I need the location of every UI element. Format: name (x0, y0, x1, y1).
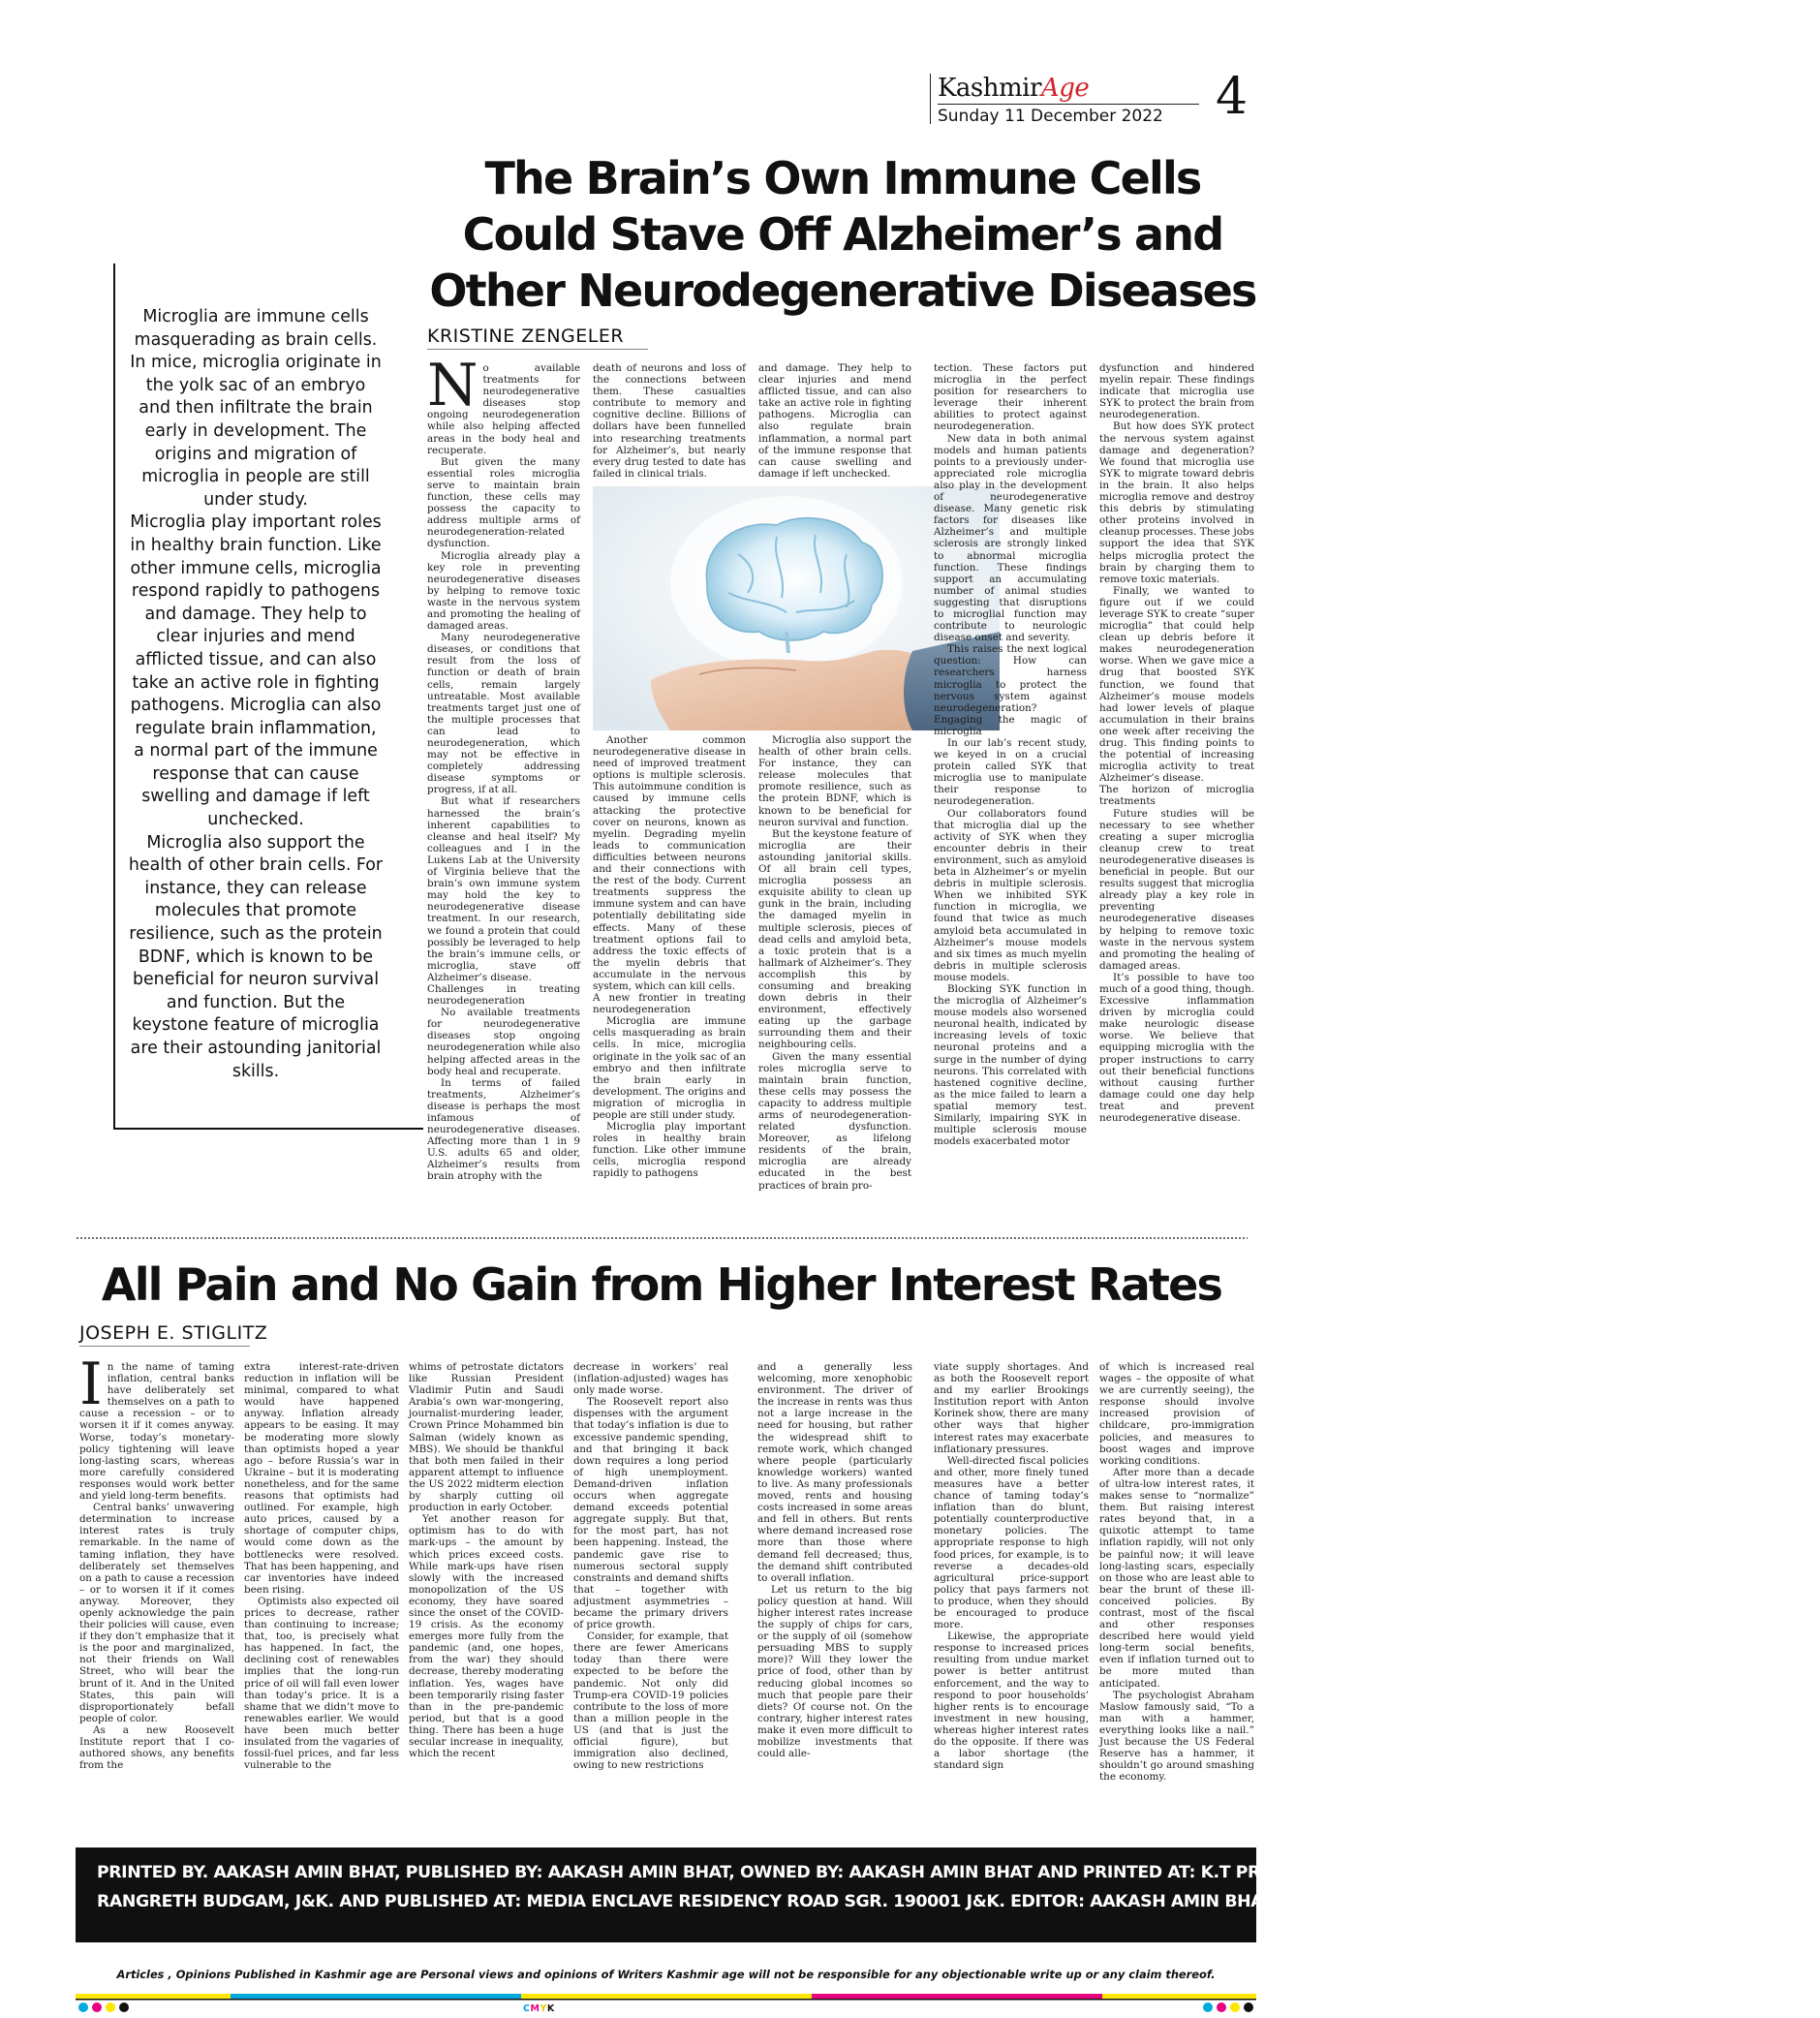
cmyk-letter: K (546, 2003, 555, 2014)
pull-quote-paragraph: Microglia are immune cells masquerading as brain cells. In mice, microglia originate in the yolk sac of an embryo and then infiltrate the brain early in development. The origins and migration of microglia in people are still under study. (130, 307, 382, 510)
article-paragraph: Consider, for example, that there are fewer Americans today than there were expected to be before the pandemic. Not only did Trump-era COVID-19 policies contribute to the loss of more than a million people in the US (and that is just the official figure), but immigration also declined, owing to new restrictions (573, 1630, 728, 1772)
article1-column-2-top (593, 362, 746, 482)
imprint-line: PRINTED BY. AAKASH AMIN BHAT, PUBLISHED BY: AAKASH AMIN BHAT, OWNED BY: AAKASH AMIN BHAT AND PRINTED AT: K.T PRESS PVT. LTD.120- ELECTRONIC COMPLEX INDUSTRIAL ESTATE (97, 1863, 1820, 1882)
registration-dot-magenta (1217, 2002, 1226, 2012)
article2-column-1 (79, 1351, 234, 1838)
article-paragraph: But given the many essential roles microglia serve to maintain brain function, these cells may possess the capacity to address multiple arms of neurodegeneration-related dysfunction. (427, 455, 580, 550)
article-paragraph: Microglia play important roles in healthy brain function. Like other immune cells, microglia respond rapidly to pathogens (593, 1121, 746, 1180)
article-paragraph: This raises the next logical question: How can researchers harness microglia to protect the nervous system against neurodegeneration? (934, 643, 1087, 714)
article1-column-4 (934, 362, 1087, 1239)
article-paragraph: and a generally less welcoming, more xenophobic environment. The driver of the increase in rents was thus not a large increase in the need for housing, but rather the widespread shift to remote work, which changed where people (particularly knowledge workers) wanted to live. As many professionals moved, rents and housing costs increased in some areas and fell in others. But rents where demand increased rose more than those where demand fell decreased; thus, the demand shift contributed to overall inflation. (757, 1361, 912, 1584)
pull-quote-rule-horizontal (113, 1128, 423, 1130)
paragraph-text: n the name of taming inflation, central banks have deliberately set themselves on a path to cause a recession – or to worsen it if it comes anyway. Worse, today’s monetary-policy tightening will leave long-lasting scars, whereas more carefully considered responses would work better and yield long-term benefits. (79, 1361, 234, 1503)
cmyk-letter: C (523, 2003, 531, 2014)
pull-quote-rule-vertical (113, 264, 115, 1129)
article1-column-5 (1099, 362, 1254, 1239)
article-paragraph: Microglia already play a key role in preventing neurodegenerative diseases by helping to remove toxic waste in the nervous system and promoting the healing of damaged areas. (427, 549, 580, 633)
article-paragraph: In terms of failed treatments, Alzheimer’s disease is perhaps the most infamous of neurodegenerative diseases. Affecting more than 1 in 9 U.S. adults 65 and older, Alzheimer’s results from brain atrophy with the (427, 1076, 580, 1183)
registration-line (76, 1999, 1256, 2001)
imprint-bar (76, 1847, 1820, 1942)
drop-cap: N (427, 352, 478, 419)
article1-column-3-top (758, 362, 911, 482)
article2-column-6 (934, 1361, 1089, 1838)
registration-stripe-magenta (812, 1994, 1102, 1999)
registration-dot-black (119, 2002, 129, 2012)
article-paragraph: and damage. They help to clear injuries and mend afflicted tissue, and can also take an active role in fighting pathogens. Microglia can also regulate brain inflammation, a normal part of the immune response that can cause swelling and damage if left unchecked. (758, 362, 911, 480)
page-number: 4 (1216, 68, 1249, 126)
masthead-divider (930, 74, 931, 124)
article-paragraph: It’s possible to have too much of a good thing, though. Excessive inflammation driven by microglia could make neurologic disease worse. We believe that equipping microglia with the proper instructions to carry out their beneficial functions without causing further damage could one day help treat and prevent neurodegenerative disease. (1099, 971, 1254, 1124)
subheading: The horizon of microglia treatments (1099, 784, 1254, 808)
article2-column-7 (1099, 1361, 1254, 1838)
article-paragraph: Central banks’ unwavering determination to increase interest rates is truly remarkable. In the name of taming inflation, they have deliberately set themselves on a path to cause a recession – or to worsen it if it comes anyway. Moreover, they openly acknowledge the pain their policies will cause, even if they don’t emphasize that it is the poor and marginalized, not their friends on Wall Street, who will bear the brunt of it. And in the United States, this pain will disproportionately befall people of color. (79, 1502, 234, 1724)
registration-dot-black (1244, 2002, 1253, 2012)
registration-stripe-cyan (231, 1994, 521, 1999)
article-paragraph: In our lab’s recent study, we keyed in on a crucial protein called SYK that microglia use to manipulate their response to neurodegeneration. (934, 737, 1087, 808)
registration-dot-cyan (1203, 2002, 1213, 2012)
imprint-line: RANGRETH BUDGAM, J&K. AND PUBLISHED AT: MEDIA ENCLAVE RESIDENCY ROAD SGR. 190001 J&K. EDITOR: AAKASH AMIN BHAT, JKENG/2006/23952 (97, 1892, 1452, 1911)
article-paragraph: Optimists also expected oil prices to decrease, rather than continuing to increase; that, too, is precisely what has happened. In fact, the declining cost of renewables implies that the long-run price of oil will fall even lower than today’s price. It is a shame that we didn’t move to renewables earlier. We would have been much better insulated from the vagaries of fossil-fuel prices, and far less vulnerable to the (244, 1595, 399, 1772)
article-paragraph: But how does SYK protect the nervous system against damage and degeneration? We found that microglia use SYK to migrate toward debris in the brain. It also helps microglia remove and destroy this debris by stimulating other proteins involved in cleanup processes. These jobs support the idea that SYK helps microglia protect the brain by charging them to remove toxic materials. (1099, 420, 1254, 585)
subheading: Challenges in treating neurodegeneration (427, 982, 580, 1008)
byline-rule (79, 1346, 250, 1347)
masthead (930, 68, 1249, 130)
article-paragraph: Future studies will be necessary to see whether creating a super microglia cleanup crew to treat neurodegenerative diseases is beneficial in people. But our results suggest that microglia already play a key role in preventing neurodegenerative diseases by helping to remove toxic waste in the nervous system and promoting the healing of damaged areas. (1099, 807, 1254, 972)
article-paragraph: But what if researchers harnessed the brain’s inherent capabilities to cleanse and heal itself? My colleagues and I in the Lukens Lab at the University of Virginia believe that the brain’s own immune system may hold the key to neurodegenerative disease treatment. In our research, we found a protein that could possibly be leveraged to help the brain’s immune cells, or microglia, stave off Alzheimer’s disease. (427, 795, 580, 983)
brain-shape (706, 518, 882, 640)
article-paragraph: The Roosevelt report also dispenses with the argument that today’s inflation is due to excessive pandemic spending, and that bringing it back down requires a long period of high unemployment. Demand-driven inflation occurs when aggregate demand exceeds potential aggregate supply. But that, for the most part, has not been happening. Instead, the pandemic gave rise to numerous sectoral supply constraints and demand shifts that – together with adjustment asymmetries – became the primary drivers of price growth. (573, 1396, 728, 1631)
article-paragraph: Microglia also support the health of other brain cells. For instance, they can release molecules that promote resilience, such as the protein BDNF, which is known to be beneficial for neuron survival and function. (758, 734, 911, 828)
cmyk-label (523, 2003, 555, 2014)
article-paragraph: The psychologist Abraham Maslow famously said, “To a man with a hammer, everything looks like a nail.” Just because the US Federal Reserve has a hammer, it shouldn’t go around smashing the economy. (1099, 1689, 1254, 1784)
brain-stem (787, 632, 788, 653)
article-paragraph: Another common neurodegenerative disease in need of improved treatment options is multiple sclerosis. This autoimmune condition is caused by immune cells attacking the protective cover on neurons, known as myelin. Degrading myelin leads to communication difficulties between neurons and their connections with the rest of the body. Current treatments suppress the immune system and can have potentially debilitating side effects. Many of these treatment options fail to address the toxic effects of the myelin debris that accumulate in the nervous system, which can kill cells. (593, 734, 746, 992)
article-paragraph: As a new Roosevelt Institute report that I co-authored shows, any benefits from the (79, 1723, 234, 1772)
article-paragraph: After more than a decade of ultra-low interest rates, it makes sense to “normalize” them. But raising interest rates beyond that, in a quixotic attempt to tame inflation rapidly, will not only be painful now; it will leave long-lasting scars, especially on those who are least able to bear the brunt of these ill-conceived policies. By contrast, most of the fiscal and other responses described here would yield long-term social benefits, even if inflation turned out to be more muted than anticipated. (1099, 1466, 1254, 1690)
article-paragraph: death of neurons and loss of the connections between them. These casualties contribute to memory and cognitive decline. Billions of dollars have been funnelled into researching treatments for Alzheimer’s, but nearly every drug tested to date has failed in clinical trials. (593, 362, 746, 480)
article-paragraph (79, 1351, 234, 1503)
drop-cap: I (79, 1351, 103, 1418)
article-paragraph: decrease in workers’ real (inflation-adjusted) wages has only made worse. (573, 1361, 728, 1397)
article2-column-5 (757, 1361, 912, 1838)
pull-quote-paragraph: Microglia play important roles in healthy brain function. Like other immune cells, microglia respond rapidly to pathogens and damage. They help to clear injuries and mend afflicted tissue, and can also take an active role in fighting pathogens. Microglia can also regulate brain inflammation, a normal part of the immune response that can cause swelling and damage if left unchecked. (130, 512, 382, 830)
article1-byline: KRISTINE ZENGELER (427, 326, 625, 347)
paragraph-text: o available treatments for neurodegenerative diseases stop ongoing neurodegeneration while also helping affected areas in the body heal and recuperate. (427, 362, 580, 456)
article2-column-3 (409, 1361, 564, 1838)
subheading: Engaging the magic of microglia (934, 713, 1087, 737)
article-paragraph: extra interest-rate-driven reduction in inflation will be minimal, compared to what would have happened anyway. Inflation already appears to be easing. It may be moderating more slowly than optimists hoped a year ago – before Russia’s war in Ukraine – but it is moderating nonetheless, and for the same reasons that optimists had outlined. For example, high auto prices, caused by a shortage of computer chips, would come down as the bottlenecks were resolved. That has been happening, and car inventories have indeed been rising. (244, 1361, 399, 1596)
registration-dot-magenta (92, 2002, 102, 2012)
article-paragraph: dysfunction and hindered myelin repair. These findings indicate that microglia use SYK to protect the brain from neurodegeneration. (1099, 362, 1254, 421)
article2-column-2 (244, 1361, 399, 1838)
byline-rule (427, 349, 648, 350)
masthead-logo: KashmirAge (938, 74, 1090, 103)
subheading: A new frontier in treating neurodegeneration (593, 992, 746, 1016)
cmyk-letter: M (530, 2003, 540, 2014)
article-paragraph: Let us return to the big policy question at hand. Will higher interest rates increase the supply of chips for cars, or the supply of oil (somehow persuading MBS to supply more)? Will they lower the price of food, other than by reducing global incomes so much that people pare their diets? Of course not. On the contrary, higher interest rates make it even more difficult to mobilize investments that could alle- (757, 1583, 912, 1760)
registration-band (76, 1993, 1256, 2014)
article-paragraph: Likewise, the appropriate response to increased prices resulting from undue market power is better antitrust enforcement, and the way to respond to poor households’ higher rents is to encourage investment in new housing, whereas higher interest rates do the opposite. If there was a labor shortage (the standard sign (934, 1630, 1089, 1772)
article-paragraph: Blocking SYK function in the microglia of Alzheimer’s mouse models also worsened neuronal health, indicated by increasing levels of toxic neuronal proteins and a surge in the number of dying neurons. This correlated with hastened cognitive decline, as the mice failed to learn a spatial memory test. Similarly, impairing SYK in multiple sclerosis mouse models exacerbated motor (934, 982, 1087, 1148)
article1-headline: The Brain’s Own Immune Cells Could Stave Off Alzheimer’s and Other Neurodegenerative Diseases (429, 152, 1256, 317)
article-paragraph (427, 352, 580, 456)
article-paragraph: Yet another reason for optimism has to do with mark-ups – the amount by which prices exceed costs. While mark-ups have risen slowly with the increased monopolization of the US economy, they have soared since the onset of the COVID-19 crisis. As the economy emerges more fully from the pandemic (and, one hopes, from the war) they should decrease, thereby moderating inflation. Yes, wages have been temporarily rising faster than in the pre-pandemic period, but that is a good thing. There has been a huge secular increase in inequality, which the recent (409, 1513, 564, 1760)
registration-dot-yellow (1230, 2002, 1240, 2012)
article2-byline: JOSEPH E. STIGLITZ (79, 1322, 268, 1344)
disclaimer: Articles , Opinions Published in Kashmir age are Personal views and opinions of Writers Kashmir age will not be responsible for any objectionable write up or any claim thereof. (116, 1968, 1216, 1981)
article-paragraph: No available treatments for neurodegenerative diseases stop ongoing neurodegeneration while also helping affected areas in the body heal and recuperate. (427, 1007, 580, 1077)
registration-dot-cyan (78, 2002, 88, 2012)
article-paragraph: But the keystone feature of microglia are their astounding janitorial skills. Of all brain cell types, microglia possess an exquisite ability to clean up gunk in the brain, including the damaged myelin in multiple sclerosis, pieces of dead cells and amyloid beta, a toxic protein that is a hallmark of Alzheimer’s. They accomplish this by consuming and breaking down debris in their environment, effectively eating up the garbage surrounding them and their neighbouring cells. (758, 827, 911, 1051)
article-paragraph: Given the many essential roles microglia serve to maintain brain function, these cells may possess the capacity to address multiple arms of neurodegeneration-related dysfunction. Moreover, as lifelong residents of the brain, microglia are already educated in the best practices of brain pro- (758, 1050, 911, 1192)
article1-column-1 (427, 352, 580, 1239)
article-paragraph: Finally, we wanted to figure out if we could leverage SYK to create “super microglia” that could help clean up debris before it makes neurodegeneration worse. When we gave mice a drug that boosted SYK function, we found that Alzheimer’s mouse models had lower levels of plaque accumulation in their brains one week after receiving the drug. This finding points to the potential of increasing microglia activity to treat Alzheimer’s disease. (1099, 584, 1254, 785)
article2-headline: All Pain and No Gain from Higher Interest Rates (101, 1258, 1222, 1311)
article1-column-2-bottom (593, 734, 746, 1239)
cmyk-letter: Y (540, 2003, 547, 2014)
article-paragraph: Many neurodegenerative diseases, or conditions that result from the loss of function or death of brain cells, remain largely untreatable. Most available treatments target just one of the multiple processes that can lead to neurodegeneration, which may not be effective in completely addressing disease symptoms or progress, if at all. (427, 632, 580, 796)
article-paragraph: Microglia are immune cells masquerading as brain cells. In mice, microglia originate in the yolk sac of an embryo and then infiltrate the brain early in development. The origins and migration of microglia in people are still under study. (593, 1015, 746, 1121)
article-paragraph: of which is increased real wages – the opposite of what we are currently seeing), the response should involve increased provision of childcare, pro-immigration policies, and measures to boost wages and improve working conditions. (1099, 1361, 1254, 1467)
article-paragraph: viate supply shortages. And as both the Roosevelt report and my earlier Brookings Institution report with Anton Korinek show, there are many other ways that higher interest rates may exacerbate inflationary pressures. (934, 1361, 1089, 1455)
pull-quote-paragraph: Microglia also support the health of other brain cells. For instance, they can release molecules that promote resilience, such as the protein BDNF, which is known to be beneficial for neuron survival and function. But the keystone feature of microglia are their astounding janitorial skills. (128, 832, 384, 1081)
section-separator (76, 1236, 1248, 1240)
article-paragraph: New data in both animal models and human patients points to a previously under-appreciated role microglia also play in the development of neurodegenerative disease. Many genetic risk factors for diseases like Alzheimer’s and multiple sclerosis are strongly linked to abnormal microglia function. These findings support an accumulating number of animal studies suggesting that disruptions to microglial function may contribute to neurologic disease onset and severity. (934, 432, 1087, 644)
article-paragraph: Well-directed fiscal policies and other, more finely tuned measures have a better chance of taming today’s inflation than do blunt, potentially counterproductive monetary policies. The appropriate response to high food prices, for example, is to reverse a decades-old agricultural price-support policy that pays farmers not to produce, when they should be encouraged to produce more. (934, 1454, 1089, 1631)
registration-dot-yellow (106, 2002, 115, 2012)
registration-marks (76, 1993, 1256, 2014)
article-paragraph: Our collaborators found that microglia dial up the activity of SYK when they encounter debris in their environment, such as amyloid beta in Alzheimer’s or myelin debris in multiple sclerosis. When we inhibited SYK function in microglia, we found that twice as much amyloid beta accumulated in Alzheimer’s mouse models and six times as much myelin debris in multiple sclerosis mouse models. (934, 807, 1087, 983)
pull-quote (128, 306, 384, 1083)
edition-date: Sunday 11 December 2022 (938, 107, 1163, 126)
masthead-rule (938, 104, 1199, 105)
article1-column-3-bottom (758, 734, 911, 1239)
article-paragraph: whims of petrostate dictators like Russian President Vladimir Putin and Saudi Arabia’s own war-mongering, journalist-murdering leader, Crown Prince Mohammed bin Salman (widely known as MBS). We should be thankful that both men failed in their apparent attempt to influence the US 2022 midterm election by sharply cutting oil production in early October. (409, 1361, 564, 1514)
article2-column-4 (573, 1361, 728, 1838)
article-paragraph: tection. These factors put microglia in the perfect position for researchers to leverage their inherent abilities to protect against neurodegeneration. (934, 362, 1087, 433)
